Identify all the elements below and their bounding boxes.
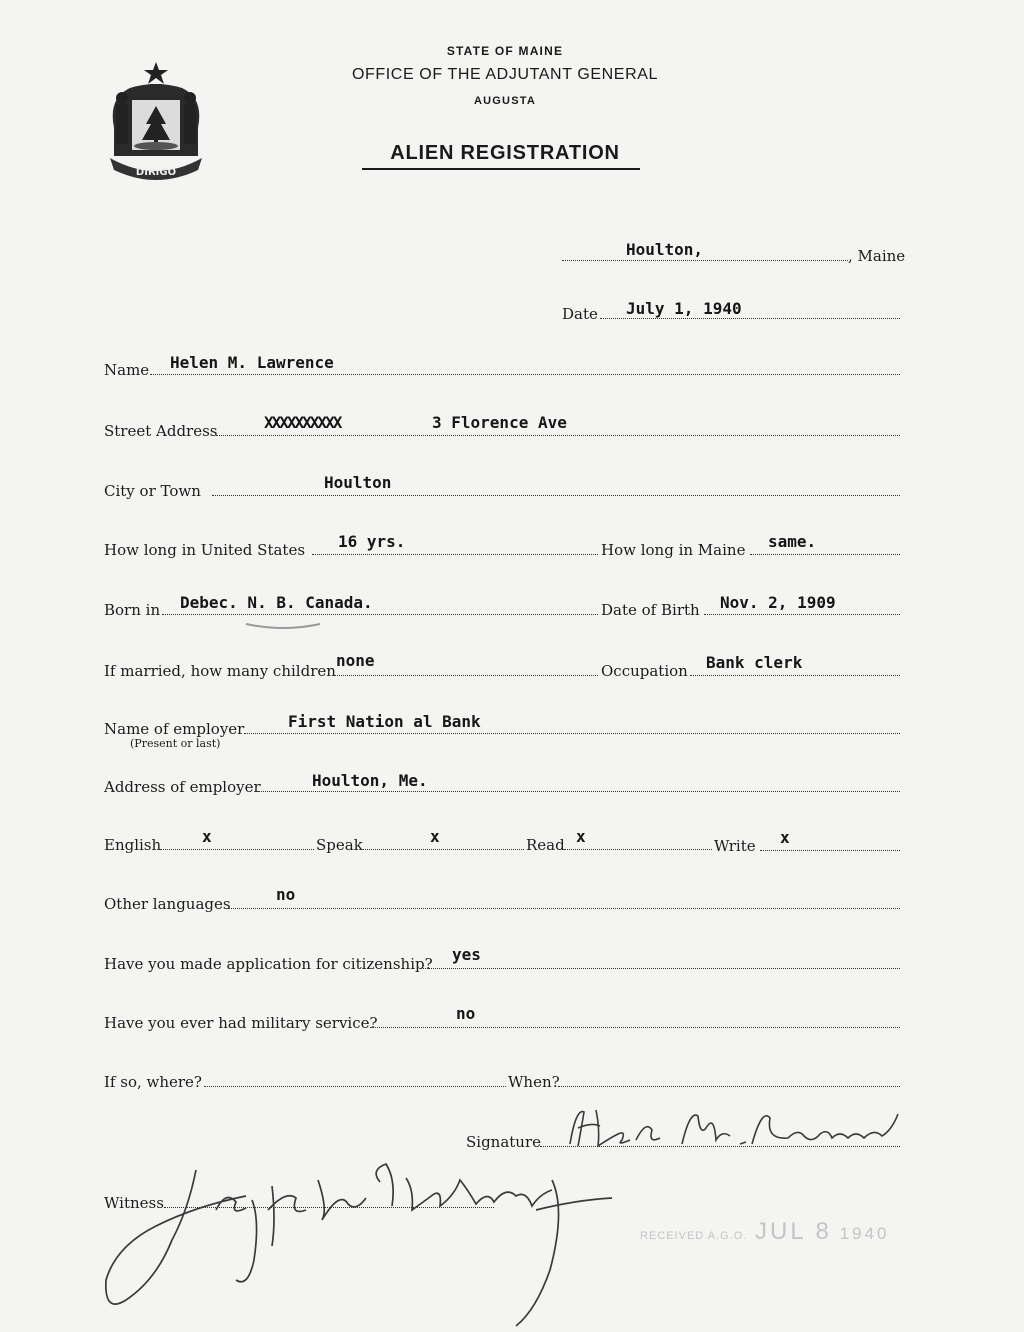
how-long-us-line: [312, 554, 598, 555]
title-underline: [362, 168, 640, 170]
street-label: Street Address: [104, 422, 218, 440]
read-value: x: [576, 827, 586, 846]
city-town-value: Houlton: [324, 473, 392, 492]
children-line: [332, 675, 598, 676]
when-label: When?: [508, 1073, 560, 1091]
stamp-received: RECEIVED A.G.O.: [640, 1230, 748, 1242]
other-languages-line: [228, 908, 900, 909]
born-in-value: Debec. N. B. Canada.: [180, 593, 373, 612]
date-of-birth-line: [704, 614, 900, 615]
place-line: [562, 260, 848, 261]
date-of-birth-value: Nov. 2, 1909: [720, 593, 836, 612]
received-stamp: [640, 1218, 889, 1246]
city-town-line: [212, 495, 900, 496]
street-line: [216, 435, 900, 436]
where-label: If so, where?: [104, 1073, 202, 1091]
other-languages-label: Other languages: [104, 895, 231, 913]
how-long-maine-label: How long in Maine: [601, 541, 746, 559]
children-label: If married, how many children: [104, 662, 336, 680]
how-long-maine-value: same.: [768, 532, 817, 551]
write-line: [760, 850, 900, 851]
occupation-value: Bank clerk: [706, 653, 803, 672]
svg-text:DIRIGO: DIRIGO: [135, 167, 177, 178]
read-label: Read: [526, 836, 565, 854]
citizenship-value: yes: [452, 945, 481, 964]
signature-label: Signature: [466, 1133, 542, 1151]
name-value: Helen M. Lawrence: [170, 353, 334, 372]
when-line: [558, 1086, 900, 1087]
speak-line: [360, 849, 524, 850]
english-value: x: [202, 827, 212, 846]
employer-address-value: Houlton, Me.: [312, 771, 428, 790]
name-line: [150, 374, 900, 375]
how-long-maine-line: [750, 554, 900, 555]
city-town-label: City or Town: [104, 482, 201, 500]
other-languages-value: no: [276, 885, 296, 904]
write-value: x: [780, 828, 790, 847]
occupation-line: [690, 675, 900, 676]
employer-label: Name of employer: [104, 720, 245, 738]
header-city: AUGUSTA: [474, 95, 536, 107]
read-line: [564, 849, 712, 850]
stamp-month-day: JUL 8: [755, 1218, 832, 1245]
date-value: July 1, 1940: [626, 299, 742, 318]
write-label: Write: [714, 837, 756, 855]
date-line: [600, 318, 900, 319]
employer-note: (Present or last): [130, 737, 221, 750]
street-struck-value: XXXXXXXXXX: [264, 413, 341, 432]
witness-handwriting: [96, 1150, 616, 1330]
how-long-us-value: 16 yrs.: [338, 532, 406, 551]
where-line: [204, 1086, 506, 1087]
military-line: [370, 1027, 900, 1028]
born-in-label: Born in: [104, 601, 161, 619]
military-label: Have you ever had military service?: [104, 1014, 378, 1032]
signature-handwriting: [556, 1100, 906, 1156]
header-office: OFFICE OF THE ADJUTANT GENERAL: [351, 66, 659, 83]
employer-value: First Nation al Bank: [288, 712, 481, 731]
citizenship-label: Have you made application for citizenship?: [104, 955, 433, 973]
date-label: Date: [562, 305, 598, 323]
place-value: Houlton,: [626, 240, 704, 259]
employer-address-label: Address of employer: [104, 778, 261, 796]
stamp-year: 1940: [839, 1224, 890, 1243]
street-value: 3 Florence Ave: [432, 413, 567, 432]
pencil-mark: [244, 620, 324, 632]
speak-value: x: [430, 827, 440, 846]
speak-label: Speak: [316, 836, 363, 854]
form-title: ALIEN REGISTRATION: [390, 142, 620, 164]
citizenship-line: [420, 968, 900, 969]
employer-address-line: [258, 791, 900, 792]
maine-label: , Maine: [848, 247, 906, 265]
header-state: STATE OF MAINE: [446, 44, 564, 58]
born-in-line: [162, 614, 598, 615]
children-value: none: [336, 651, 375, 670]
witness-label: Witness: [104, 1194, 164, 1212]
english-line: [160, 849, 314, 850]
english-label: English: [104, 836, 162, 854]
state-of-maine-seal: [100, 58, 212, 186]
name-label: Name: [104, 361, 150, 379]
military-value: no: [456, 1004, 476, 1023]
how-long-us-label: How long in United States: [104, 541, 306, 559]
date-of-birth-label: Date of Birth: [601, 601, 700, 619]
employer-line: [244, 733, 900, 734]
occupation-label: Occupation: [601, 662, 688, 680]
